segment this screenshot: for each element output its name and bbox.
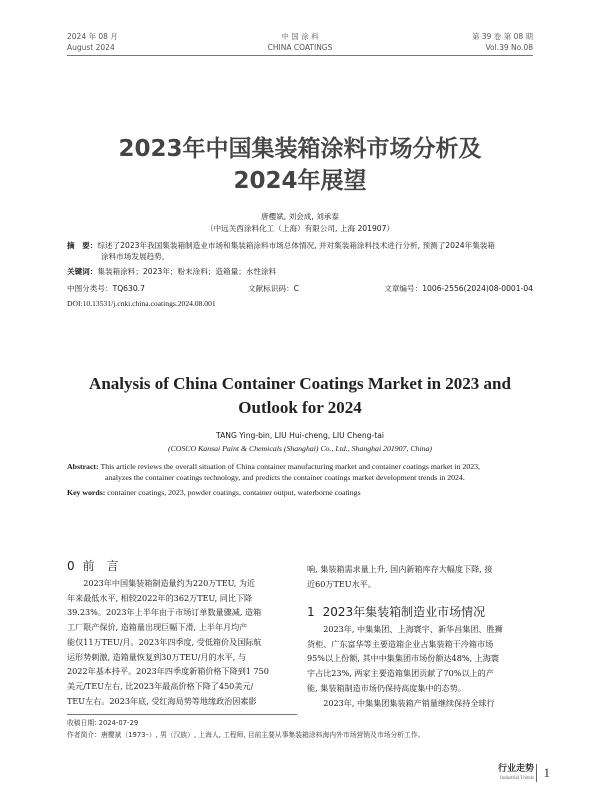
s0-line: TEU左右。2023年底, 受红海局势等地缘政治因素影 — [67, 695, 257, 706]
column-label-cn: 行业走势 — [497, 764, 534, 774]
abstract-en-line1: This article reviews the overall situation of China container manufacturing market and container coatings market in 2023, — [100, 462, 480, 471]
s1-line: 能, 集装箱制造市场仍保持高度集中的态势。 — [307, 682, 466, 693]
title-en-line1: Analysis of China Container Coatings Market in 2023 and — [89, 374, 511, 393]
doc-code-value: C — [293, 284, 299, 293]
clc-label: 中图分类号： — [67, 284, 113, 293]
s0-line: 2023年中国集装箱制造量约为220万TEU, 为近 — [83, 578, 256, 588]
clc-value: TQ630.7 — [112, 284, 145, 293]
keywords-cn-text: 集装箱涂料；2023年；粉末涂料；造箱量；水性涂料 — [97, 267, 277, 276]
volume-info — [472, 31, 533, 53]
article-no-value: 1006-2556(2024)08-0001-04 — [422, 284, 533, 293]
author-bio: 作者简介：唐樱斌（1973–）, 男（汉族）, 上海人, 工程师, 目前主要从事集装箱涂料海内外市场营销及市场分析工作。 — [67, 731, 425, 739]
journal-name-cn: 中 国 涂 料 — [281, 32, 319, 41]
keywords-cn — [67, 266, 537, 277]
journal-name — [200, 31, 400, 53]
abstract-cn-label: 摘 要： — [67, 241, 98, 250]
article-no-label: 文章编号： — [384, 284, 423, 293]
journal-name-en: CHINA COATINGS — [267, 43, 333, 52]
authors-cn: 唐樱斌, 刘会成, 刘承泰 — [261, 212, 339, 221]
page-number: 1 — [543, 765, 550, 780]
title-en — [60, 372, 540, 420]
abstract-cn-line1: 综述了2023年我国集装箱制造业市场和集装箱涂料市场总体情况, 并对集装箱涂料技术进行分析, 预测了2024年集装箱 — [97, 241, 495, 250]
keywords-en — [67, 487, 537, 498]
s1-line: 95%以上份额, 其中中集集团市场份额达48%, 上海寰 — [307, 653, 499, 664]
s0-line: 年来最低水平, 相较2022年的362万TEU, 同比下降 — [67, 592, 253, 603]
affiliation-en: (COSCO Kansai Paint & Chemicals (Shanghai) Co., Ltd., Shanghai 201907, China) — [167, 444, 433, 453]
s0-line: 工厂限产保价, 造箱量出现巨幅下滑, 上半年月均产 — [67, 622, 248, 633]
article-number — [384, 283, 533, 294]
title-cn-line1: 2023年中国集装箱涂料市场分析及 — [118, 136, 482, 162]
issue-date-en: August 2024 — [67, 43, 115, 52]
s1-line: 2023年, 中集集团集装箱产销量继续保持全球行 — [323, 697, 495, 708]
section-1-title: 2023年集装箱制造业市场情况 — [322, 605, 486, 619]
issue-date-cn: 2024 年 08 月 — [67, 32, 118, 41]
section-0-number: 0 — [67, 559, 75, 573]
received-date: 收稿日期: 2024-07-29 — [67, 719, 139, 727]
footnote-rule — [67, 714, 297, 715]
s1-line: 宇占比23%, 两家主要造箱集团贡献了70%以上的产 — [307, 668, 494, 679]
abstract-cn-line2: 涂料市场发展趋势。 — [101, 252, 170, 261]
keywords-cn-label: 关键词： — [67, 267, 98, 276]
doi: DOI:10.13531/j.cnki.china.coatings.2024.08.001 — [67, 299, 216, 308]
s1-line: 货柜、广东富华等主要造箱企业占集装箱干冷箱市场 — [307, 638, 494, 649]
column-label-en: Industrial Trends — [499, 776, 534, 781]
keywords-en-text: container coatings, 2023, powder coatings, container output, waterborne coatings — [107, 488, 361, 497]
cont-line: 近60万TEU水平。 — [307, 578, 376, 589]
abstract-en — [67, 461, 537, 483]
abstract-en-label: Abstract: — [67, 462, 99, 471]
column-label — [474, 764, 534, 782]
volume-en: Vol.39 No.08 — [485, 43, 533, 52]
s0-line: 2022年基本持平。2023年四季度新箱价格下降到1 750 — [67, 666, 269, 677]
cont-line: 响, 集装箱需求量上升, 国内新箱库存大幅度下降, 接 — [307, 564, 493, 574]
title-en-line2: Outlook for 2024 — [238, 398, 362, 417]
section-0-heading — [67, 558, 119, 574]
volume-cn: 第 39 卷 第 08 期 — [471, 32, 533, 41]
title-cn-line2: 2024年展望 — [233, 168, 367, 194]
s1-line: 2023年, 中集集团、上海寰宇、新华昌集团、胜狮 — [323, 624, 503, 634]
s0-line: 运形势刺激, 造箱量恢复到30万TEU/月的水平, 与 — [67, 651, 247, 662]
s0-line: 美元/TEU左右, 比2023年最高价格下降了450美元/ — [67, 680, 254, 691]
affiliation-cn: （中远关西涂料化工（上海）有限公司, 上海 201907） — [205, 224, 395, 233]
issue-date — [67, 31, 118, 53]
page-number-divider — [536, 764, 537, 782]
keywords-en-label: Key words: — [67, 488, 106, 497]
section-0-body — [67, 576, 293, 708]
abstract-en-line2: analyzes the container coatings technology, and predicts the container coatings market development trends in 2024. — [105, 473, 465, 482]
section-1-heading — [307, 604, 485, 620]
clc-number — [67, 283, 145, 294]
document-code — [248, 283, 299, 294]
section-0-continued — [307, 562, 533, 591]
header-rule — [67, 55, 533, 56]
section-0-title: 前 言 — [82, 559, 119, 573]
title-cn — [60, 133, 540, 197]
s0-line: 39.23%。2023年上半年由于市场订单数量骤减, 造箱 — [67, 607, 262, 618]
section-1-number: 1 — [307, 605, 315, 619]
doc-code-label: 文献标识码： — [248, 284, 294, 293]
s0-line: 能仅11万TEU/月。2023年四季度, 受低箱价及国际航 — [67, 636, 262, 647]
abstract-cn — [67, 240, 537, 262]
section-1-body — [307, 622, 533, 710]
authors-en: TANG Ying-bin, LIU Hui-cheng, LIU Cheng-tai — [216, 431, 384, 440]
